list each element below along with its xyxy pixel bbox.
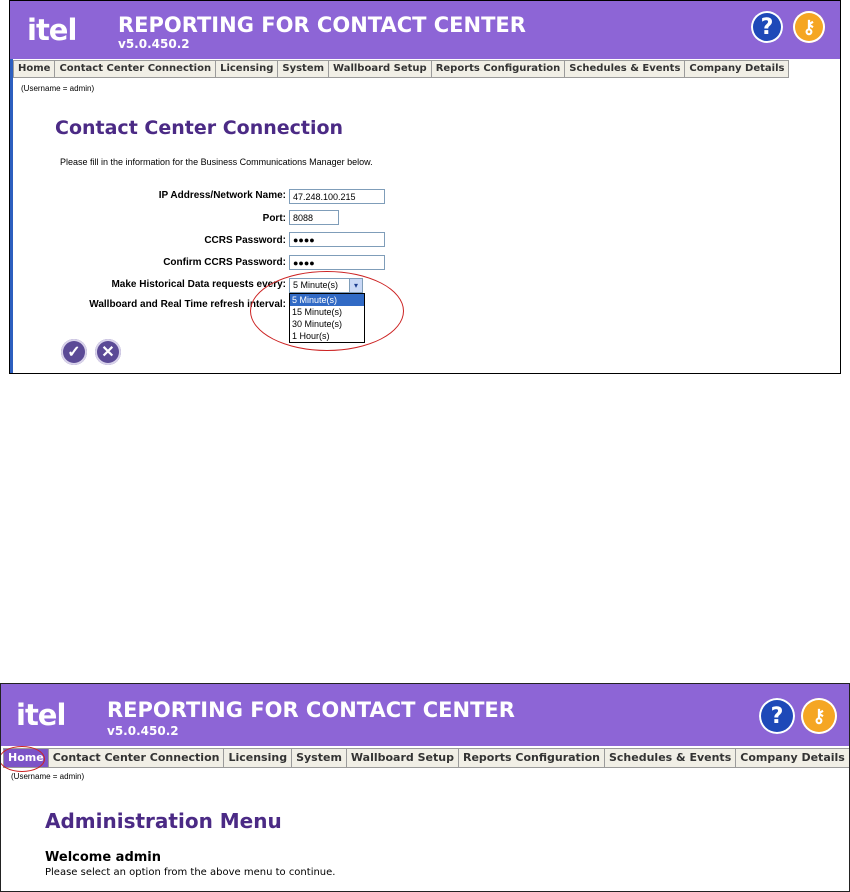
tab-company-details[interactable]: Company Details <box>684 60 789 78</box>
tab-system[interactable]: System <box>291 748 346 768</box>
page-description: Please fill in the information for the Business Communications Manager below. <box>60 157 373 167</box>
dropdown-option[interactable]: 1 Hour(s) <box>292 331 330 341</box>
app-version: v5.0.450.2 <box>107 724 179 738</box>
dropdown-option[interactable]: 30 Minute(s) <box>292 319 343 329</box>
key-icon[interactable]: ⚷ <box>793 11 825 43</box>
historical-requests-label: Make Historical Data requests every: <box>111 279 286 290</box>
tab-home[interactable]: Home <box>13 60 54 78</box>
ccrs-password-input[interactable]: ●●●● <box>289 232 385 247</box>
key-icon[interactable]: ⚷ <box>801 698 837 734</box>
help-icon[interactable]: ? <box>759 698 795 734</box>
page-title: Contact Center Connection <box>55 117 344 139</box>
port-label: Port: <box>262 213 286 224</box>
tab-reports-configuration[interactable]: Reports Configuration <box>458 748 604 768</box>
welcome-instruction: Please select an option from the above menu to continue. <box>45 867 336 878</box>
tab-schedules-events[interactable]: Schedules & Events <box>604 748 735 768</box>
itel-logo: itel <box>16 698 66 732</box>
help-icon[interactable]: ? <box>751 11 783 43</box>
dropdown-option[interactable]: 5 Minute(s) <box>290 294 364 306</box>
ccrs-password-label: CCRS Password: <box>204 235 286 246</box>
ip-label: IP Address/Network Name: <box>158 190 286 201</box>
chevron-down-icon[interactable]: ▾ <box>349 279 362 292</box>
confirm-password-label: Confirm CCRS Password: <box>163 257 286 268</box>
administration-menu-screenshot <box>0 683 850 892</box>
tab-wallboard-setup[interactable]: Wallboard Setup <box>328 60 431 78</box>
confirm-password-input[interactable]: ●●●● <box>289 255 385 270</box>
main-nav <box>3 748 850 768</box>
highlight-ellipse <box>250 271 404 351</box>
welcome-heading: Welcome admin <box>45 850 162 865</box>
username-line: (Username = admin) <box>21 84 95 93</box>
ok-button[interactable]: ✓ <box>61 339 87 365</box>
main-nav <box>13 60 789 78</box>
tab-system[interactable]: System <box>277 60 328 78</box>
tab-licensing[interactable]: Licensing <box>223 748 291 768</box>
tab-reports-configuration[interactable]: Reports Configuration <box>431 60 565 78</box>
home-highlight-ellipse <box>0 746 45 772</box>
ip-address-input[interactable]: 47.248.100.215 <box>289 189 385 204</box>
app-title: REPORTING FOR CONTACT CENTER <box>107 698 515 722</box>
username-line: (Username = admin) <box>11 772 85 781</box>
port-input[interactable]: 8088 <box>289 210 339 225</box>
app-title: REPORTING FOR CONTACT CENTER <box>118 13 526 37</box>
selected-value: 5 Minute(s) <box>293 280 339 290</box>
refresh-interval-label: Wallboard and Real Time refresh interval: <box>89 299 286 310</box>
itel-logo: itel <box>27 13 77 47</box>
tab-contact-center-connection[interactable]: Contact Center Connection <box>48 748 224 768</box>
tab-contact-center-connection[interactable]: Contact Center Connection <box>54 60 215 78</box>
cancel-button[interactable]: ✕ <box>95 339 121 365</box>
app-version: v5.0.450.2 <box>118 37 190 51</box>
tab-home[interactable]: Home <box>3 748 48 768</box>
tab-wallboard-setup[interactable]: Wallboard Setup <box>346 748 458 768</box>
app-banner <box>1 684 849 746</box>
tab-schedules-events[interactable]: Schedules & Events <box>564 60 684 78</box>
page-title: Administration Menu <box>45 809 282 833</box>
tab-company-details[interactable]: Company Details <box>735 748 850 768</box>
dropdown-option[interactable]: 15 Minute(s) <box>292 307 343 317</box>
tab-licensing[interactable]: Licensing <box>215 60 277 78</box>
contact-center-connection-screenshot <box>9 0 841 374</box>
app-banner <box>10 1 840 59</box>
